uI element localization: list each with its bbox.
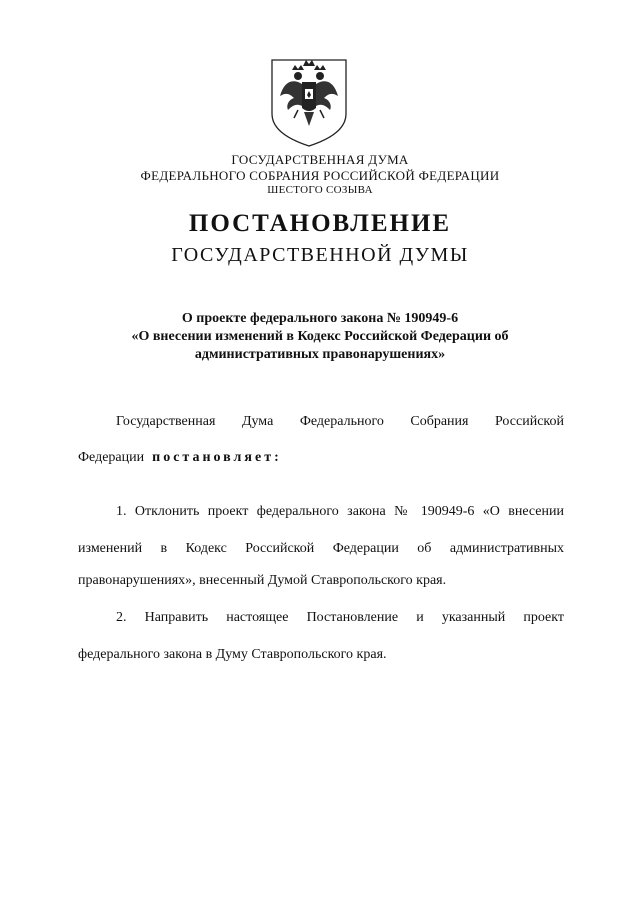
document-title: ПОСТАНОВЛЕНИЕ <box>188 210 452 237</box>
item-1-line-1: 1. Отклонить проект федерального закона № 190949-6 «О внесении <box>116 504 564 519</box>
header-line-1: ГОСУДАРСТВЕННАЯ ДУМА <box>231 152 409 167</box>
coat-of-arms-icon <box>268 56 350 148</box>
item-2-line-1: 2. Направить настоящее Постановление и указанный проект <box>116 610 564 625</box>
intro-line-2 <box>78 450 564 466</box>
header-line-2: ФЕДЕРАЛЬНОГО СОБРАНИЯ РОССИЙСКОЙ ФЕДЕРАЦИИ <box>140 168 500 183</box>
subject-line-1: О проекте федерального закона № 190949-6 <box>181 311 459 326</box>
intro-verb: постановляет: <box>152 450 282 465</box>
item-2-line-2: федерального закона в Думу Ставропольского края. <box>78 647 387 662</box>
item-1-line-3: правонарушениях», внесенный Думой Ставропольского края. <box>78 573 447 588</box>
item-1-line-2: изменений в Кодекс Российской Федерации об административных <box>78 541 564 556</box>
intro-line-1: Государственная Дума Федерального Собрания Российской <box>116 414 564 429</box>
subject <box>90 310 550 364</box>
subject-line-2: «О внесении изменений в Кодекс Российской Федерации об <box>131 329 509 344</box>
document-subtitle: ГОСУДАРСТВЕННОЙ ДУМЫ <box>171 244 469 266</box>
intro-federation: Федерации <box>78 450 145 465</box>
header-line-3: ШЕСТОГО СОЗЫВА <box>267 184 373 196</box>
subject-line-3: административных правонарушениях» <box>194 347 446 362</box>
